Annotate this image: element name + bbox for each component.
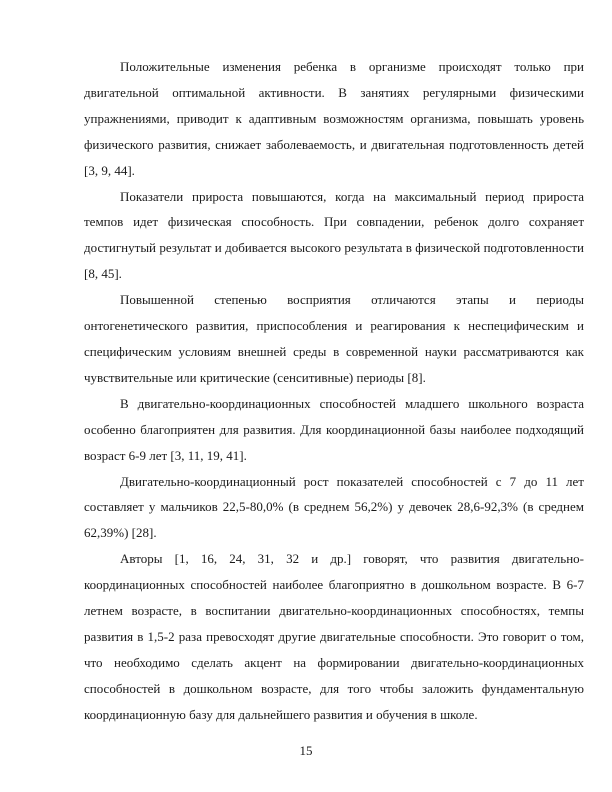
body-text [84,54,584,728]
paragraph-3: Повышенной степенью восприятия отличаются этапы и периоды онтогенетического развития, приспособления и реагирования к неспецифическим и специфическим условиям внешней среды в современной науки рассматриваются как чувствительные или критические (сенситивные) периоды [8]. [84,292,584,385]
paragraph-2: Показатели прироста повышаются, когда на максимальный период прироста темпов идет физическая способность. При совпадении, ребенок долго сохраняет достигнутый результат и добивается высокого результата в физической подготовленности [8, 45]. [84,188,584,282]
paragraph-4: В двигательно-координационных способностей младшего школьного возраста особенно благоприятен для развития. Для координационной базы наиболее подходящий возраст 6-9 лет [3, 11, 19, 41]. [84,395,584,463]
page-number: 15 [299,743,313,758]
paragraph-6: Авторы [1, 16, 24, 31, 32 и др.] говорят, что развития двигательно-координационных способностей наиболее благоприятно в дошкольном возрасте. В 6-7 летнем возрасте, в воспитании двигательно-координационных способностях, темпы развития в 1,5-2 раза превосходят другие двигательные способности. Это говорит о том, что необходимо сделать акцент на формировании двигательно-координационных способностей в дошкольном возрасте, для того чтобы заложить фундаментальную координационную базу для дальнейшего развития и обучения в школе. [84,551,584,722]
paragraph-1: Положительные изменения ребенка в организме происходят только при двигательной оптимальной активности. В занятиях регулярными физическими упражнениями, приводит к адаптивным возможностям организма, повышать уровень физического развития, снижает заболеваемость, и двигательная подготовленность детей [3, 9, 44]. [84,59,584,178]
paragraph-5: Двигательно-координационный рост показателей способностей с 7 до 11 лет составляет у мальчиков 22,5-80,0% (в среднем 56,2%) у девочек 28,6-92,3% (в среднем 62,39%) [28]. [84,473,584,541]
